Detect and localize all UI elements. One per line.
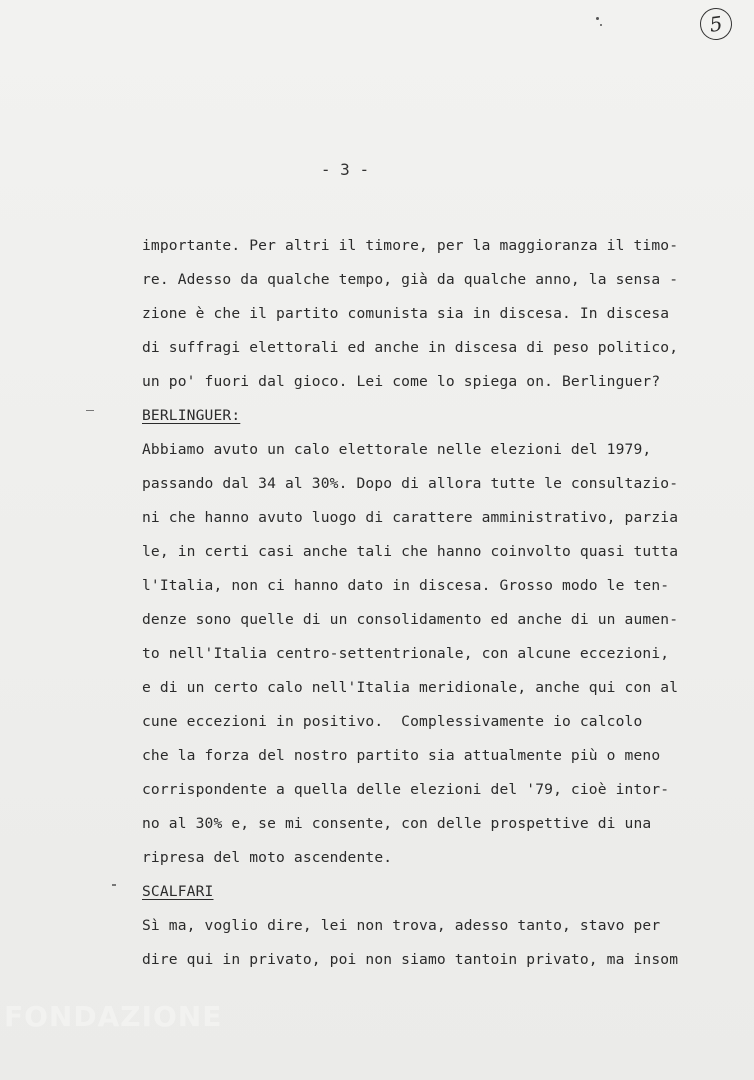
text-line: che la forza del nostro partito sia attualmente più o meno <box>142 747 661 764</box>
text-line: cune eccezioni in positivo. Complessivamente io calcolo <box>142 713 643 730</box>
text-line: to nell'Italia centro-settentrionale, con alcune eccezioni, <box>142 645 670 662</box>
text-line: e di un certo calo nell'Italia meridionale, anche qui con al <box>142 679 679 696</box>
archive-page-number: 5 <box>698 6 734 42</box>
text-line: passando dal 34 al 30%. Dopo di allora tutte le consultazio- <box>142 475 679 492</box>
text-line: corrispondente a quella delle elezioni del '79, cioè intor- <box>142 781 670 798</box>
text-line: Sì ma, voglio dire, lei non trova, adesso tanto, stavo per <box>142 917 661 934</box>
text-line: ni che hanno avuto luogo di carattere amministrativo, parzia <box>142 509 679 526</box>
page-number: - 3 - <box>320 160 370 179</box>
speaker-label-scalfari: SCALFARI <box>142 883 214 900</box>
text-line: dire qui in privato, poi non siamo tantoin privato, ma insom <box>142 951 679 968</box>
text-line: di suffragi elettorali ed anche in discesa di peso politico, <box>142 339 679 356</box>
margin-mark <box>112 884 116 886</box>
text-line: zione è che il partito comunista sia in discesa. In discesa <box>142 305 670 322</box>
text-line: un po' fuori dal gioco. Lei come lo spiega on. Berlinguer? <box>142 373 661 390</box>
text-line: denze sono quelle di un consolidamento ed anche di un aumen- <box>142 611 679 628</box>
ink-speck <box>596 17 599 20</box>
transcript-text <box>142 229 697 977</box>
text-line: importante. Per altri il timore, per la maggioranza il timo- <box>142 237 679 254</box>
text-line: no al 30% e, se mi consente, con delle prospettive di una <box>142 815 652 832</box>
ink-speck <box>600 24 602 26</box>
text-line: re. Adesso da qualche tempo, già da qualche anno, la sensa - <box>142 271 679 288</box>
margin-mark <box>86 410 94 411</box>
text-line: ripresa del moto ascendente. <box>142 849 393 866</box>
text-line: l'Italia, non ci hanno dato in discesa. Grosso modo le ten- <box>142 577 670 594</box>
text-line: le, in certi casi anche tali che hanno coinvolto quasi tutta <box>142 543 679 560</box>
speaker-label-berlinguer: BERLINGUER: <box>142 407 241 424</box>
archive-watermark: FONDAZIONE <box>4 1000 223 1033</box>
text-line: Abbiamo avuto un calo elettorale nelle elezioni del 1979, <box>142 441 652 458</box>
